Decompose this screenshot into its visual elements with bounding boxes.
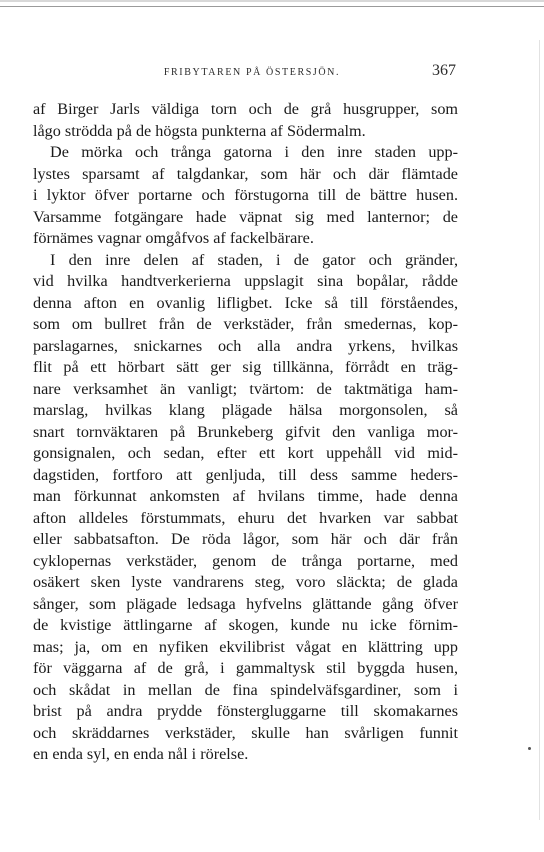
page-number: 367	[432, 62, 456, 79]
scan-top-rule	[0, 6, 544, 7]
text-line: de kvistige ättlingarne af skogen, kunde nu icke förnim-	[33, 616, 458, 635]
text-line: marslag, hvilkas klang plägade hälsa morgonsolen, så	[33, 401, 458, 420]
text-line: brist på andra prydde fönstergluggarne till skomakarnes	[33, 702, 458, 721]
text-line: afton alldeles förstummats, ehuru det hvarken var sabbat	[33, 508, 458, 527]
scan-top-edge	[0, 0, 544, 2]
text-line: cyklopernas verkstäder, genom de trånga portarne, med	[33, 551, 458, 570]
text-line: flit på ett hörbart sätt ger sig tillkänna, förrådt en träg-	[33, 358, 458, 377]
text-line: som om bullret från de verkstäder, från smedernas, kop-	[33, 315, 458, 334]
text-line: sånger, som plägade ledsaga hyfvelns glättande gång öfver	[33, 594, 458, 613]
text-line: man förkunnat ankomsten af hvilans timme, hade denna	[33, 487, 458, 506]
text-line: osäkert sken lyste vandrarens steg, voro släckta; de glada	[33, 573, 458, 592]
body-text	[33, 99, 458, 766]
text-line: förnämes vagnar omgåfvos af fackelbärare.	[33, 229, 314, 248]
text-line: gonsignalen, och sedan, efter ett kort uppehåll vid mid-	[33, 444, 458, 463]
text-line: snart tornväktaren på Brunkeberg gifvit den vanliga mor-	[33, 422, 458, 441]
scan-speck	[528, 747, 531, 750]
text-line: en enda syl, en enda nål i rörelse.	[33, 745, 249, 764]
text-line: och skådat in mellan de fina spindelväfsgardiner, som i	[33, 680, 458, 699]
text-line: eller sabbatsafton. De röda lågor, som här och där från	[33, 530, 458, 549]
page-header	[48, 62, 456, 86]
text-line: mas; ja, om en nyfiken ekvilibrist vågat en klättring upp	[33, 637, 458, 656]
text-line: i lyktor öfver portarne och förstugorna till de bättre husen.	[33, 186, 458, 205]
text-line: dagstiden, fortforo att genljuda, till dess samme heders-	[33, 465, 458, 484]
text-line: I den inre delen af staden, i de gator och gränder,	[50, 250, 458, 269]
text-line: för väggarna af de grå, i gammaltysk stil byggda husen,	[33, 659, 458, 678]
text-line: lågo strödda på de högsta punkterna af Södermalm.	[33, 121, 366, 140]
running-title: FRIBYTAREN PÅ ÖSTERSJÖN.	[163, 67, 341, 78]
scan-right-edge	[539, 40, 540, 820]
text-line: af Birger Jarls väldiga torn och de grå husgrupper, som	[33, 100, 458, 118]
text-line: och skräddarnes verkstäder, skulle han svårligen funnit	[33, 723, 458, 742]
text-line: Varsamme fotgängare hade väpnat sig med lanternor; de	[33, 207, 458, 226]
text-line: nare verksamhet än vanligt; tvärtom: de taktmätiga ham-	[33, 379, 458, 398]
text-line: vid hvilka handtverkerierna uppslagit sina bopålar, rådde	[33, 272, 458, 291]
text-line: denna afton en ovanlig lifligbet. Icke så till förståendes,	[33, 293, 458, 312]
text-line: lystes sparsamt af talgdankar, som här och där flämtade	[33, 164, 458, 183]
text-line: parslagarnes, snickarnes och alla andra yrkens, hvilkas	[33, 336, 458, 355]
text-line: De mörka och trånga gatorna i den inre staden upp-	[50, 143, 458, 162]
